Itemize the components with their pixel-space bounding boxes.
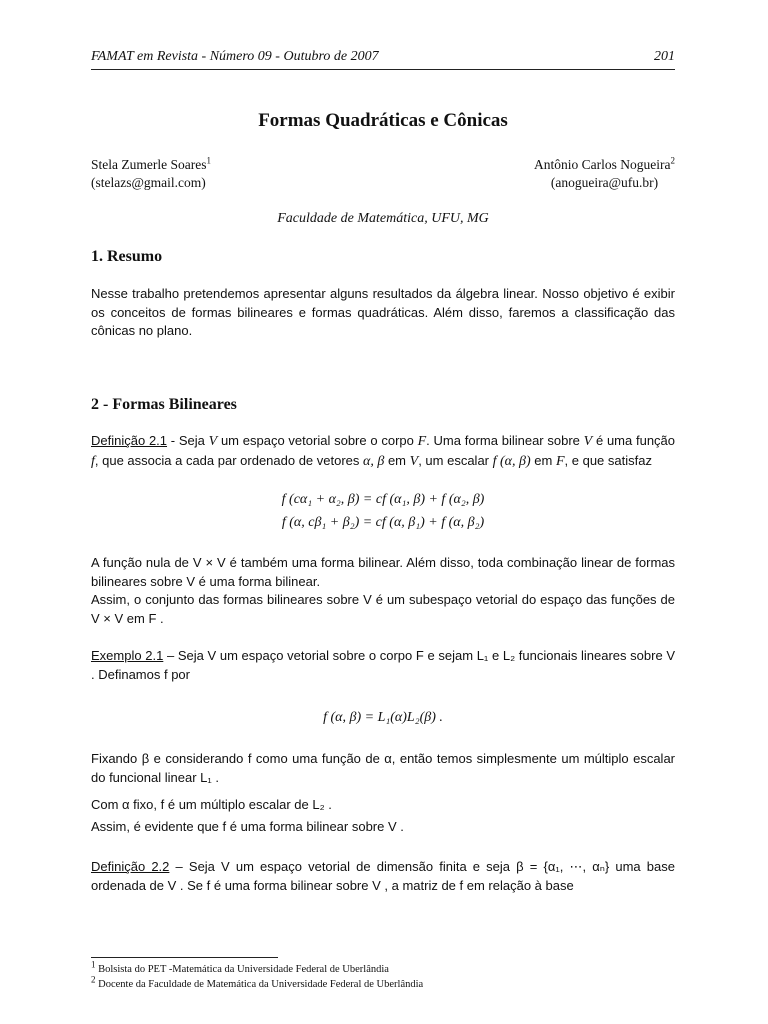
math-v: V <box>409 453 419 469</box>
def-text: , que associa a cada par ordenado de vetores <box>94 452 364 468</box>
example-2-1-label: Exemplo 2.1 <box>91 648 164 663</box>
paragraph-null-form: A função nula de V × V é também uma forma bilinear. Além disso, toda combinação linear de formas bilineares sobre V é uma forma bilinear. <box>91 555 675 589</box>
running-header <box>91 49 675 70</box>
def-text: , e que satisfaz <box>564 452 652 468</box>
example-2-1-text: – Seja V um espaço vetorial sobre o corpo F e sejam L₁ e L₂ funcionais lineares sobre V . Definamos f por <box>91 648 675 682</box>
def-text: um espaço vetorial sobre o corpo <box>217 433 418 448</box>
paper-page <box>91 0 675 1024</box>
definition-2-2 <box>91 858 675 895</box>
footnote-1-text: Bolsista do PET -Matemática da Universidade Federal de Uberlândia <box>98 964 389 975</box>
section-2-heading: 2 - Formas Bilineares <box>91 396 237 413</box>
math-f-field: F <box>555 453 565 469</box>
definition-2-2-label: Definição 2.2 <box>91 859 170 874</box>
footnote-2-mark: 2 <box>91 974 96 985</box>
author-2-email: (anogueira@ufu.br) <box>550 175 659 190</box>
definition-2-1-label: Definição 2.1 <box>91 433 168 448</box>
def-text: , um escalar <box>418 452 493 468</box>
paragraph-fixing-beta: Fixando β e considerando f como uma função de α, então temos simplesmente um múltiplo escalar do funcional linear L₁ . <box>91 751 675 785</box>
footnote-separator <box>91 957 278 958</box>
math-f-field: F <box>417 434 427 449</box>
paragraph-conclusion: Assim, é evidente que f é uma forma bilinear sobre V . <box>91 819 404 834</box>
author-1-footnote-mark: 1 <box>206 155 211 166</box>
abstract-text: Nesse trabalho pretendemos apresentar alguns resultados da álgebra linear. Nosso objetivo é exibir os conceitos de formas bilineares e formas quadráticas. Além disso, faremos a classificação das cônicas no plano. <box>91 286 675 338</box>
paragraph-subspace: Assim, o conjunto das formas bilineares sobre V é um subespaço vetorial do espaço das funções de V × V em F . <box>91 592 675 626</box>
footnote-2 <box>91 974 424 991</box>
def-text: é uma função <box>592 433 676 448</box>
def-text: - Seja <box>167 433 209 448</box>
journal-info: FAMAT em Revista - Número 09 - Outubro de 2007 <box>91 49 379 64</box>
math-f-alpha-beta: f (α, β) <box>492 453 531 469</box>
def-text: . Uma forma bilinear sobre <box>426 433 584 448</box>
footnote-2-text: Docente da Faculdade de Matemática da Universidade Federal de Uberlândia <box>98 979 424 990</box>
paper-title: Formas Quadráticas e Cônicas <box>258 110 508 131</box>
math-v: V <box>583 434 593 449</box>
math-alpha-beta: α, β <box>363 453 385 469</box>
author-2 <box>534 156 675 192</box>
equation-linearity-second: f (α, cβ₁ + β₂) = cf (α, β₁) + f (α, β₂) <box>281 515 485 530</box>
author-2-footnote-mark: 2 <box>670 155 675 166</box>
section-1-heading: 1. Resumo <box>91 248 163 265</box>
author-1 <box>91 156 211 192</box>
footnote-1 <box>91 959 389 976</box>
page-number: 201 <box>654 49 675 64</box>
equation-product-form: f (α, β) = L₁(α)L₂(β) . <box>323 710 443 725</box>
affiliation: Faculdade de Matemática, UFU, MG <box>277 211 489 226</box>
math-v: V <box>208 434 218 449</box>
author-2-name: Antônio Carlos Nogueira <box>534 157 671 172</box>
example-2-1 <box>91 647 675 684</box>
def-text: em <box>384 452 410 468</box>
footnote-1-mark: 1 <box>91 959 96 970</box>
author-1-name: Stela Zumerle Soares <box>91 157 207 172</box>
definition-2-2-text: – Seja V um espaço vetorial de dimensão finita e seja β = {α₁, ⋯, αₙ} uma base ordenada de V . Se f é uma forma bilinear sobre V , a matriz de f em relação à base <box>91 859 675 893</box>
def-text: em <box>530 452 556 468</box>
definition-2-1 <box>91 432 675 471</box>
equation-linearity-first: f (cα₁ + α₂, β) = cf (α₁, β) + f (α₂, β) <box>281 492 485 507</box>
author-1-email: (stelazs@gmail.com) <box>91 175 206 190</box>
math-f: f <box>91 453 95 469</box>
paragraph-fixing-alpha: Com α fixo, f é um múltiplo escalar de L₂ . <box>91 797 332 812</box>
